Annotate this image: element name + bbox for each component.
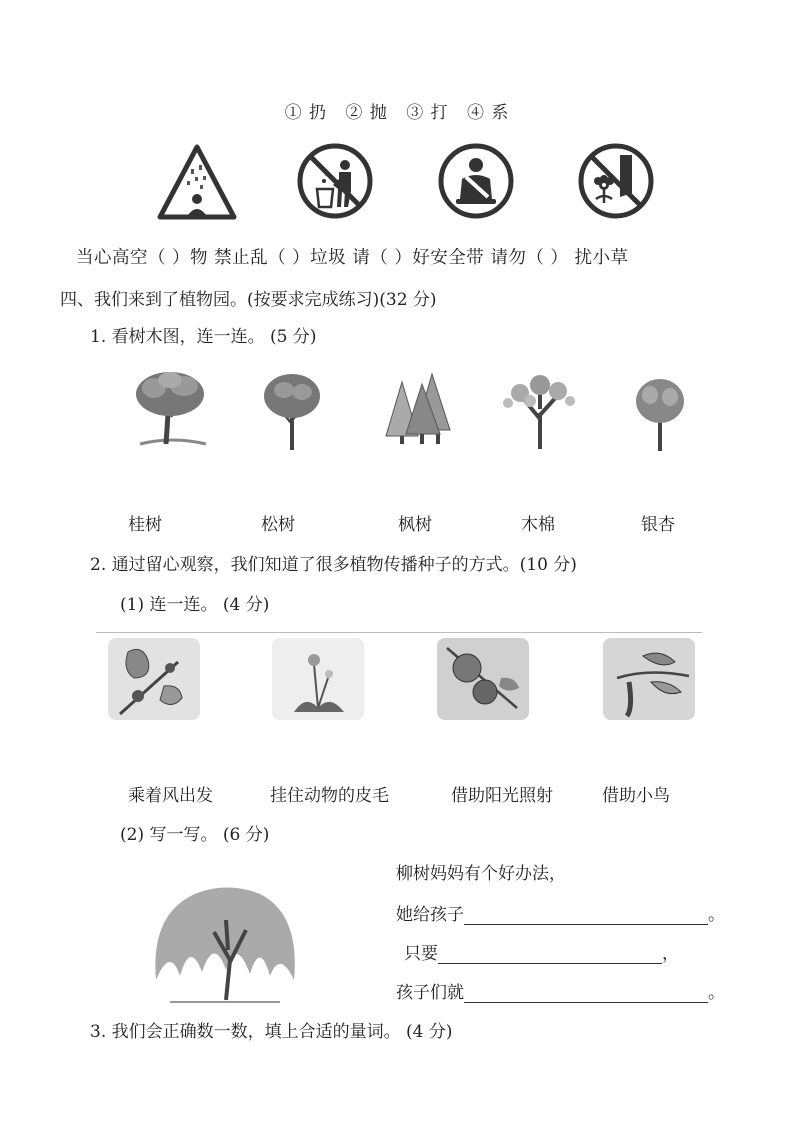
tree-label: 木棉 [521,515,555,535]
question-2-sub1: (1) 连一连。 (4 分) [120,595,270,615]
dispersal-label: 乘着风出发 [128,786,213,806]
divider [96,632,702,633]
ginkgo-tree-icon [500,373,578,451]
pomegranate-icon [437,638,529,720]
tree-label: 松树 [261,515,295,535]
poem-line-3-text: 只要 [404,944,438,964]
do-not-disturb-grass-icon [576,141,656,221]
tree-label: 枫树 [398,515,432,535]
poem-punct: 。 [708,983,725,1003]
falling-object-warning-icon [157,143,237,223]
dandelion-icon [272,638,364,720]
answer-blank[interactable] [464,984,708,1003]
tree-label: 桂树 [128,515,162,535]
verb-option: ② 抛 [345,103,388,123]
poem-punct: ， [662,944,679,964]
section-title: 四、我们来到了植物园。(按要求完成练习)(32 分) [60,290,437,310]
pine-trees-icon [384,372,454,446]
dispersal-label: 借助阳光照射 [451,786,553,806]
verb-option: ④ 系 [467,103,510,123]
verb-option: ① 扔 [284,103,327,123]
sign-sentence: 当心高空（ ）物 禁止乱（ ）垃圾 请（ ）好安全带 请勿（ ） 扰小草 [76,248,629,268]
answer-blank[interactable] [464,906,708,925]
question-2-title: 2. 通过留心观察，我们知道了很多植物传播种子的方式。(10 分) [90,555,577,575]
verb-options [0,98,794,123]
tree-label: 银杏 [641,515,675,535]
poem-line-4 [396,983,725,1003]
poem-punct: 。 [708,905,725,925]
question-2-sub2: (2) 写一写。 (6 分) [120,825,270,845]
question-1-title: 1. 看树木图，连一连。 (5 分) [90,327,317,347]
question-3-title: 3. 我们会正确数一数，填上合适的量词。 (4 分) [90,1022,453,1042]
burdock-leaves-icon [108,638,200,720]
willow-tree-icon [150,880,300,1004]
no-littering-icon [295,141,375,221]
poem-line-2-text: 她给孩子 [396,905,464,925]
seatbelt-icon [436,141,516,221]
osmanthus-tree-icon [132,366,210,450]
dispersal-label: 借助小鸟 [602,786,670,806]
round-tree-icon [262,368,322,452]
poem-line-1: 柳树妈妈有个好办法， [396,864,566,884]
poem-line-2 [396,905,725,925]
poem-line-3 [404,944,679,964]
answer-blank[interactable] [438,945,662,964]
pea-pod-icon [603,638,695,720]
tall-tree-icon [630,375,688,453]
poem-line-4-text: 孩子们就 [396,983,464,1003]
dispersal-label: 挂住动物的皮毛 [270,786,389,806]
verb-option: ③ 打 [406,103,449,123]
